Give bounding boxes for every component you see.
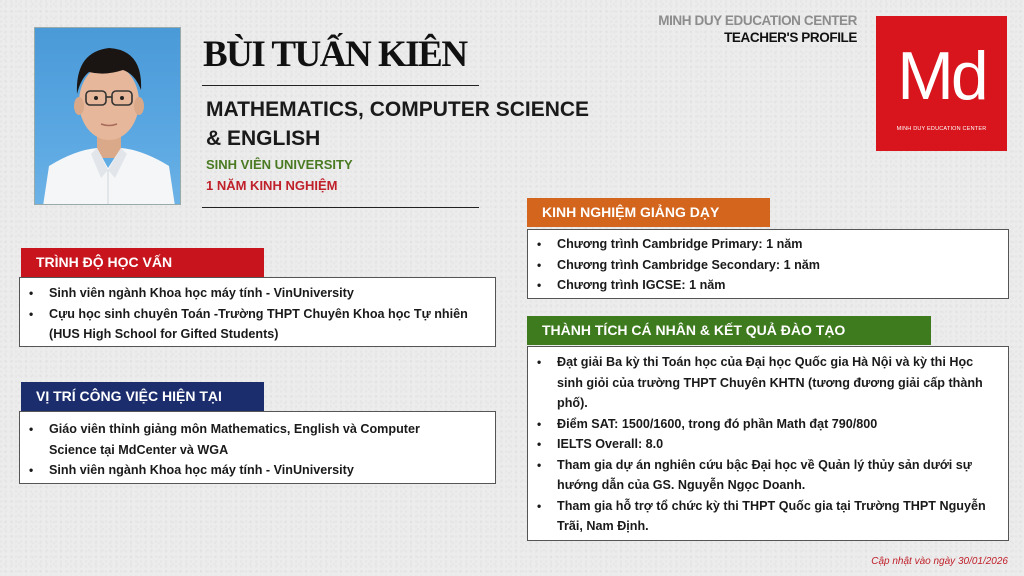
current-position-list bbox=[20, 419, 495, 481]
center-name: MINH DUY EDUCATION CENTER bbox=[658, 13, 857, 28]
list-item: • Đạt giải Ba kỳ thi Toán học của Đại học Quốc gia Hà Nội và kỳ thi Học sinh giỏi của trường THPT Chuyên KHTN (tương đương giải cấp thành phố). bbox=[528, 352, 1008, 414]
list-item: • Cựu học sinh chuyên Toán -Trường THPT Chuyên Khoa học Tự nhiên (HUS High School for Gifted Students) bbox=[20, 304, 495, 345]
education-list bbox=[20, 283, 495, 345]
list-item: • Tham gia dự án nghiên cứu bậc Đại học về Quản lý thủy sản dưới sự hướng dẫn của GS. Nguyễn Ngọc Doanh. bbox=[528, 455, 1008, 496]
last-updated: Cập nhật vào ngày 30/01/2026 bbox=[871, 556, 1008, 567]
list-item: • Tham gia hỗ trợ tổ chức kỳ thi THPT Quốc gia tại Trường THPT Nguyễn Trãi, Nam Định. bbox=[528, 496, 1008, 537]
teacher-subjects: MATHEMATICS, COMPUTER SCIENCE & ENGLISH bbox=[206, 98, 590, 150]
teacher-photo bbox=[34, 27, 181, 205]
list-item: • Sinh viên ngành Khoa học máy tính - VinUniversity bbox=[20, 283, 495, 304]
current-position-title: VỊ TRÍ CÔNG VIỆC HIỆN TẠI bbox=[36, 388, 222, 404]
achievements-header bbox=[527, 316, 931, 345]
list-item: • Giáo viên thỉnh giảng môn Mathematics, English và Computer Science tại MdCenter và WGA bbox=[20, 419, 495, 460]
divider bbox=[202, 85, 479, 86]
profile-label: TEACHER'S PROFILE bbox=[724, 30, 857, 45]
teaching-experience-title: KINH NGHIỆM GIẢNG DẠY bbox=[542, 204, 720, 220]
list-item: • Chương trình Cambridge Secondary: 1 năm bbox=[528, 255, 1008, 276]
list-item: • Điểm SAT: 1500/1600, trong đó phần Math đạt 790/800 bbox=[528, 414, 1008, 435]
achievements-title: THÀNH TÍCH CÁ NHÂN & KẾT QUẢ ĐÀO TẠO bbox=[542, 322, 846, 338]
achievements-box bbox=[527, 346, 1009, 541]
teaching-experience-list bbox=[528, 234, 1008, 296]
teaching-experience-header bbox=[527, 198, 770, 227]
teacher-portrait-image bbox=[35, 28, 181, 205]
list-item: • Chương trình IGCSE: 1 năm bbox=[528, 275, 1008, 296]
logo-text: Md bbox=[897, 38, 986, 114]
list-item: • IELTS Overall: 8.0 bbox=[528, 434, 1008, 455]
teaching-experience-box bbox=[527, 229, 1009, 299]
education-title: TRÌNH ĐỘ HỌC VẤN bbox=[36, 254, 173, 270]
education-header bbox=[21, 248, 264, 277]
current-position-header bbox=[21, 382, 264, 411]
list-item: • Chương trình Cambridge Primary: 1 năm bbox=[528, 234, 1008, 255]
achievements-list bbox=[528, 352, 1008, 537]
current-position-box bbox=[19, 411, 496, 484]
md-logo bbox=[876, 16, 1007, 151]
divider bbox=[202, 207, 479, 208]
logo-caption: MINH DUY EDUCATION CENTER bbox=[896, 126, 987, 132]
education-box bbox=[19, 277, 496, 347]
teacher-name: BÙI TUẤN KIÊN bbox=[203, 34, 467, 75]
list-item: • Sinh viên ngành Khoa học máy tính - VinUniversity bbox=[20, 460, 495, 481]
teacher-role: SINH VIÊN UNIVERSITY bbox=[206, 157, 353, 172]
teacher-experience: 1 NĂM KINH NGHIỆM bbox=[206, 178, 338, 193]
